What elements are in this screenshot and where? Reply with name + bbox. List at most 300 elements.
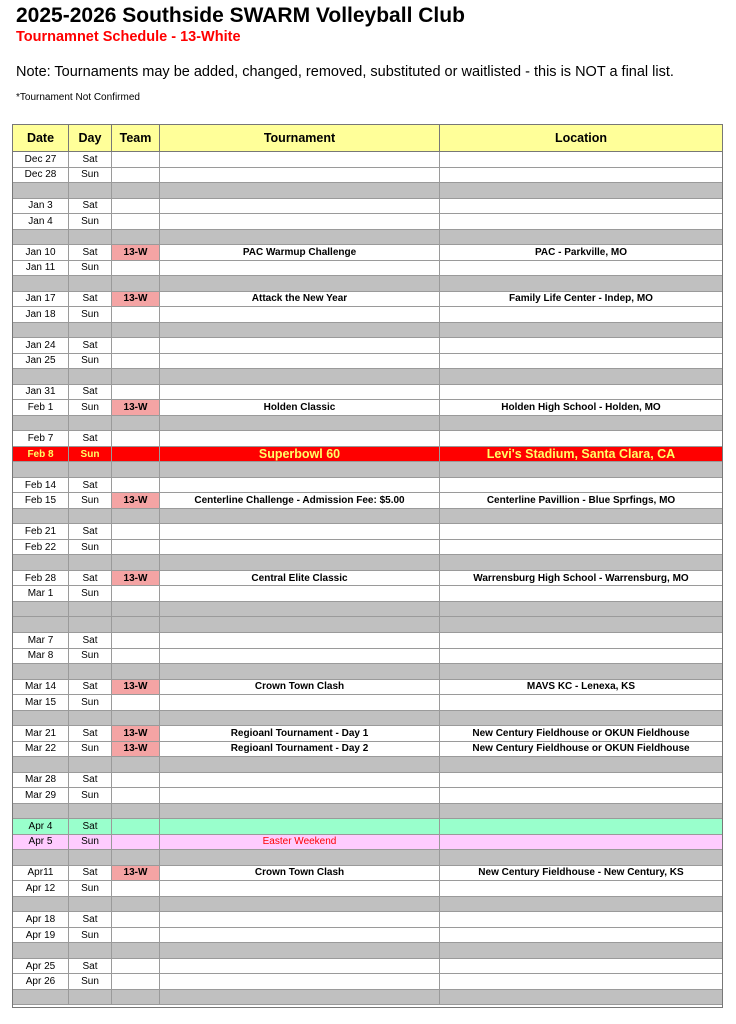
- team-cell: [112, 990, 160, 1005]
- tournament-cell: [160, 431, 440, 446]
- team-cell: [112, 617, 160, 632]
- table-row: [13, 773, 722, 789]
- tournament-cell: [160, 338, 440, 353]
- team-cell: [112, 168, 160, 183]
- team-cell: [112, 757, 160, 772]
- header-date: Date: [13, 125, 69, 151]
- location-cell: [440, 168, 722, 183]
- day-cell: Sat: [69, 773, 112, 788]
- location-cell: [440, 214, 722, 229]
- tournament-cell: [160, 168, 440, 183]
- table-row: [13, 571, 722, 587]
- date-cell: Feb 21: [13, 524, 69, 539]
- date-cell: [13, 369, 69, 384]
- date-cell: Mar 8: [13, 649, 69, 664]
- team-cell: [112, 804, 160, 819]
- team-cell: [112, 540, 160, 555]
- team-cell: [112, 633, 160, 648]
- date-cell: Jan 31: [13, 385, 69, 400]
- spacer-row: [13, 850, 722, 866]
- tournament-cell: [160, 369, 440, 384]
- table-body: [13, 152, 722, 1005]
- team-cell: 13-W: [112, 400, 160, 415]
- location-cell: New Century Fieldhouse or OKUN Fieldhouse: [472, 727, 690, 739]
- date-cell: Apr 19: [13, 928, 69, 943]
- day-cell: [69, 990, 112, 1005]
- day-cell: [69, 617, 112, 632]
- day-cell: Sat: [69, 571, 112, 586]
- team-cell: [112, 974, 160, 989]
- team-cell: [112, 261, 160, 276]
- team-cell: [112, 943, 160, 958]
- date-cell: Jan 10: [13, 245, 69, 260]
- day-cell: [69, 897, 112, 912]
- table-row: [13, 261, 722, 277]
- team-cell: [112, 711, 160, 726]
- team-cell: [112, 555, 160, 570]
- day-cell: [69, 230, 112, 245]
- date-cell: [13, 183, 69, 198]
- table-row: [13, 245, 722, 261]
- tournament-cell: Regioanl Tournament - Day 1: [160, 726, 440, 741]
- day-cell: Sat: [69, 478, 112, 493]
- location-cell: [440, 524, 722, 539]
- tournament-cell: [160, 152, 440, 167]
- day-cell: [69, 462, 112, 477]
- table-row: [13, 400, 722, 416]
- tournament-cell: [160, 323, 440, 338]
- date-cell: [13, 711, 69, 726]
- location-cell: [440, 323, 722, 338]
- team-cell: 13-W: [112, 742, 160, 757]
- day-cell: [69, 711, 112, 726]
- tournament-cell: Holden Classic: [160, 400, 440, 415]
- location-cell: [440, 804, 722, 819]
- date-cell: Apr11: [13, 866, 69, 881]
- page-subtitle: Tournamnet Schedule - 13-White: [16, 29, 241, 45]
- location-cell: [440, 819, 722, 834]
- team-cell: [112, 773, 160, 788]
- tournament-cell: [160, 695, 440, 710]
- location-cell: [440, 555, 722, 570]
- date-cell: Feb 14: [13, 478, 69, 493]
- team-cell: [112, 881, 160, 896]
- location-cell: [440, 183, 722, 198]
- tournament-cell: [160, 990, 440, 1005]
- date-cell: Jan 25: [13, 354, 69, 369]
- location-cell: [440, 990, 722, 1005]
- day-cell: Sun: [69, 835, 112, 850]
- day-cell: [69, 369, 112, 384]
- day-cell: [69, 509, 112, 524]
- team-cell: 13-W: [112, 292, 160, 307]
- tournament-cell: Central Elite Classic: [160, 571, 440, 586]
- table-row: [13, 974, 722, 990]
- day-cell: Sun: [69, 168, 112, 183]
- date-cell: [13, 804, 69, 819]
- tournament-cell: [160, 524, 440, 539]
- date-cell: Mar 21: [13, 726, 69, 741]
- day-cell: Sat: [69, 866, 112, 881]
- day-cell: Sun: [69, 586, 112, 601]
- header-day: Day: [69, 125, 112, 151]
- table-header: [13, 125, 722, 152]
- tournament-cell: Attack the New Year: [160, 292, 440, 307]
- tournament-cell: PAC Warmup Challenge: [160, 245, 440, 260]
- table-row: [13, 742, 722, 758]
- day-cell: Sun: [69, 540, 112, 555]
- location-cell: [440, 276, 722, 291]
- tournament-cell: [160, 912, 440, 927]
- team-cell: [112, 819, 160, 834]
- tournament-cell: [160, 897, 440, 912]
- team-cell: [112, 602, 160, 617]
- date-cell: Apr 12: [13, 881, 69, 896]
- date-cell: Jan 4: [13, 214, 69, 229]
- tournament-cell: [160, 664, 440, 679]
- team-cell: [112, 959, 160, 974]
- tournament-cell: Crown Town Clash: [160, 680, 440, 695]
- table-row: [13, 680, 722, 696]
- location-cell: [440, 835, 722, 850]
- day-cell: Sun: [69, 881, 112, 896]
- location-cell: [440, 897, 722, 912]
- location-cell: [440, 943, 722, 958]
- table-row: [13, 292, 722, 308]
- date-cell: Feb 22: [13, 540, 69, 555]
- location-cell: [440, 152, 722, 167]
- day-cell: Sat: [69, 245, 112, 260]
- team-cell: 13-W: [112, 245, 160, 260]
- day-cell: Sun: [69, 974, 112, 989]
- date-cell: Mar 29: [13, 788, 69, 803]
- location-cell: [440, 509, 722, 524]
- table-row: [13, 199, 722, 215]
- location-cell: [440, 881, 722, 896]
- day-cell: Sun: [69, 928, 112, 943]
- team-cell: [112, 664, 160, 679]
- tournament-cell: [160, 509, 440, 524]
- table-row: [13, 959, 722, 975]
- location-cell: [440, 540, 722, 555]
- tournament-cell: Easter Weekend: [160, 835, 440, 850]
- day-cell: Sun: [69, 447, 112, 462]
- day-cell: Sun: [69, 400, 112, 415]
- location-cell: [440, 586, 722, 601]
- date-cell: Jan 17: [13, 292, 69, 307]
- table-row: [13, 866, 722, 882]
- date-cell: [13, 509, 69, 524]
- tournament-cell: [160, 819, 440, 834]
- date-cell: Feb 15: [13, 493, 69, 508]
- spacer-row: [13, 757, 722, 773]
- location-cell: PAC - Parkville, MO: [534, 246, 628, 258]
- team-cell: [112, 447, 160, 462]
- date-cell: Jan 18: [13, 307, 69, 322]
- day-cell: Sun: [69, 214, 112, 229]
- location-cell: Warrensburg High School - Warrensburg, MO: [473, 572, 689, 584]
- team-cell: [112, 462, 160, 477]
- date-cell: [13, 276, 69, 291]
- day-cell: [69, 555, 112, 570]
- day-cell: Sat: [69, 726, 112, 741]
- team-cell: [112, 276, 160, 291]
- team-cell: [112, 416, 160, 431]
- day-cell: Sun: [69, 742, 112, 757]
- date-cell: [13, 602, 69, 617]
- spacer-row: [13, 183, 722, 199]
- team-cell: [112, 307, 160, 322]
- location-cell: [440, 230, 722, 245]
- location-cell: [440, 617, 722, 632]
- table-row: [13, 649, 722, 665]
- table-row: [13, 540, 722, 556]
- team-cell: [112, 649, 160, 664]
- tournament-cell: [160, 881, 440, 896]
- table-row: [13, 819, 722, 835]
- tournament-cell: [160, 617, 440, 632]
- spacer-row: [13, 323, 722, 339]
- table-row: [13, 881, 722, 897]
- table-row: [13, 214, 722, 230]
- date-cell: Jan 3: [13, 199, 69, 214]
- table-row: [13, 695, 722, 711]
- date-cell: Apr 26: [13, 974, 69, 989]
- spacer-row: [13, 990, 722, 1006]
- table-row: [13, 726, 722, 742]
- location-cell: [440, 757, 722, 772]
- table-row: [13, 354, 722, 370]
- team-cell: [112, 199, 160, 214]
- date-cell: Apr 5: [13, 835, 69, 850]
- location-cell: [440, 416, 722, 431]
- day-cell: [69, 664, 112, 679]
- day-cell: Sat: [69, 199, 112, 214]
- date-cell: [13, 462, 69, 477]
- tournament-cell: [160, 959, 440, 974]
- spacer-row: [13, 509, 722, 525]
- location-cell: Levi's Stadium, Santa Clara, CA: [486, 447, 676, 462]
- spacer-row: [13, 276, 722, 292]
- tournament-cell: [160, 183, 440, 198]
- location-cell: [440, 850, 722, 865]
- day-cell: Sun: [69, 307, 112, 322]
- tournament-cell: [160, 928, 440, 943]
- date-cell: Feb 1: [13, 400, 69, 415]
- day-cell: [69, 943, 112, 958]
- tournament-cell: [160, 633, 440, 648]
- location-cell: [440, 974, 722, 989]
- team-cell: [112, 524, 160, 539]
- team-cell: 13-W: [112, 680, 160, 695]
- team-cell: [112, 385, 160, 400]
- team-cell: [112, 509, 160, 524]
- spacer-row: [13, 664, 722, 680]
- header-team: Team: [112, 125, 160, 151]
- date-cell: Mar 15: [13, 695, 69, 710]
- team-cell: [112, 183, 160, 198]
- spacer-row: [13, 555, 722, 571]
- date-cell: Dec 27: [13, 152, 69, 167]
- day-cell: Sat: [69, 912, 112, 927]
- date-cell: [13, 897, 69, 912]
- spacer-row: [13, 617, 722, 633]
- team-cell: [112, 835, 160, 850]
- day-cell: Sun: [69, 788, 112, 803]
- location-cell: [440, 959, 722, 974]
- team-cell: [112, 431, 160, 446]
- date-cell: Dec 28: [13, 168, 69, 183]
- day-cell: [69, 757, 112, 772]
- tournament-cell: [160, 788, 440, 803]
- location-cell: [440, 788, 722, 803]
- team-cell: [112, 338, 160, 353]
- schedule-note: Note: Tournaments may be added, changed, removed, substituted or waitlisted - this is NOT a final list.: [16, 64, 674, 80]
- day-cell: Sun: [69, 354, 112, 369]
- date-cell: Jan 24: [13, 338, 69, 353]
- location-cell: [440, 928, 722, 943]
- date-cell: [13, 757, 69, 772]
- tournament-cell: [160, 462, 440, 477]
- date-cell: [13, 230, 69, 245]
- tournament-cell: [160, 199, 440, 214]
- spacer-row: [13, 602, 722, 618]
- team-cell: 13-W: [112, 493, 160, 508]
- tournament-cell: [160, 943, 440, 958]
- day-cell: Sat: [69, 633, 112, 648]
- table-row: [13, 928, 722, 944]
- location-cell: [440, 462, 722, 477]
- date-cell: [13, 664, 69, 679]
- table-row: [13, 447, 722, 463]
- day-cell: Sun: [69, 493, 112, 508]
- table-row: [13, 338, 722, 354]
- day-cell: [69, 323, 112, 338]
- page-title: 2025-2026 Southside SWARM Volleyball Club: [16, 4, 465, 27]
- spacer-row: [13, 943, 722, 959]
- schedule-table: [12, 124, 723, 1008]
- date-cell: [13, 323, 69, 338]
- date-cell: Mar 28: [13, 773, 69, 788]
- date-cell: Feb 7: [13, 431, 69, 446]
- table-row: [13, 788, 722, 804]
- day-cell: Sat: [69, 338, 112, 353]
- location-cell: Family Life Center - Indep, MO: [509, 293, 653, 305]
- team-cell: [112, 695, 160, 710]
- date-cell: Apr 18: [13, 912, 69, 927]
- date-cell: Apr 4: [13, 819, 69, 834]
- date-cell: [13, 850, 69, 865]
- date-cell: [13, 617, 69, 632]
- team-cell: [112, 912, 160, 927]
- day-cell: [69, 183, 112, 198]
- team-cell: [112, 586, 160, 601]
- header-tournament: Tournament: [160, 125, 440, 151]
- location-cell: [440, 711, 722, 726]
- tournament-cell: [160, 974, 440, 989]
- location-cell: [440, 912, 722, 927]
- location-cell: New Century Fieldhouse - New Century, KS: [478, 867, 684, 879]
- header-location: Location: [554, 131, 608, 145]
- day-cell: Sat: [69, 292, 112, 307]
- day-cell: Sun: [69, 695, 112, 710]
- location-cell: [440, 199, 722, 214]
- team-cell: [112, 850, 160, 865]
- team-cell: [112, 788, 160, 803]
- spacer-row: [13, 416, 722, 432]
- tournament-cell: [160, 773, 440, 788]
- tournament-cell: Centerline Challenge - Admission Fee: $5.00: [160, 493, 440, 508]
- spacer-row: [13, 711, 722, 727]
- tournament-cell: [160, 230, 440, 245]
- location-cell: [440, 478, 722, 493]
- day-cell: [69, 804, 112, 819]
- table-row: [13, 385, 722, 401]
- tournament-cell: [160, 214, 440, 229]
- tournament-cell: [160, 385, 440, 400]
- spacer-row: [13, 897, 722, 913]
- tournament-cell: [160, 602, 440, 617]
- tournament-cell: [160, 586, 440, 601]
- tournament-cell: [160, 757, 440, 772]
- day-cell: Sun: [69, 649, 112, 664]
- team-cell: 13-W: [112, 726, 160, 741]
- table-row: [13, 633, 722, 649]
- day-cell: [69, 850, 112, 865]
- table-row: [13, 493, 722, 509]
- spacer-row: [13, 804, 722, 820]
- tournament-cell: [160, 850, 440, 865]
- location-cell: [440, 773, 722, 788]
- tournament-cell: [160, 649, 440, 664]
- team-cell: 13-W: [112, 866, 160, 881]
- location-cell: [440, 649, 722, 664]
- location-cell: [440, 633, 722, 648]
- tournament-cell: [160, 711, 440, 726]
- team-cell: [112, 323, 160, 338]
- team-cell: [112, 230, 160, 245]
- tournament-cell: Regioanl Tournament - Day 2: [160, 742, 440, 757]
- date-cell: Mar 22: [13, 742, 69, 757]
- day-cell: [69, 602, 112, 617]
- table-row: [13, 307, 722, 323]
- date-cell: [13, 990, 69, 1005]
- table-row: [13, 586, 722, 602]
- team-cell: [112, 897, 160, 912]
- team-cell: [112, 214, 160, 229]
- location-cell: [440, 431, 722, 446]
- day-cell: Sat: [69, 959, 112, 974]
- tournament-cell: [160, 261, 440, 276]
- tournament-cell: Superbowl 60: [160, 447, 440, 462]
- day-cell: [69, 276, 112, 291]
- day-cell: Sat: [69, 819, 112, 834]
- spacer-row: [13, 230, 722, 246]
- day-cell: Sat: [69, 385, 112, 400]
- location-cell: Holden High School - Holden, MO: [501, 402, 661, 413]
- date-cell: [13, 416, 69, 431]
- location-cell: [440, 695, 722, 710]
- spacer-row: [13, 369, 722, 385]
- table-row: [13, 431, 722, 447]
- date-cell: Feb 8: [13, 447, 69, 462]
- footnote: *Tournament Not Confirmed: [16, 92, 140, 103]
- tournament-cell: [160, 307, 440, 322]
- date-cell: [13, 943, 69, 958]
- day-cell: Sat: [69, 524, 112, 539]
- day-cell: Sat: [69, 152, 112, 167]
- table-row: [13, 524, 722, 540]
